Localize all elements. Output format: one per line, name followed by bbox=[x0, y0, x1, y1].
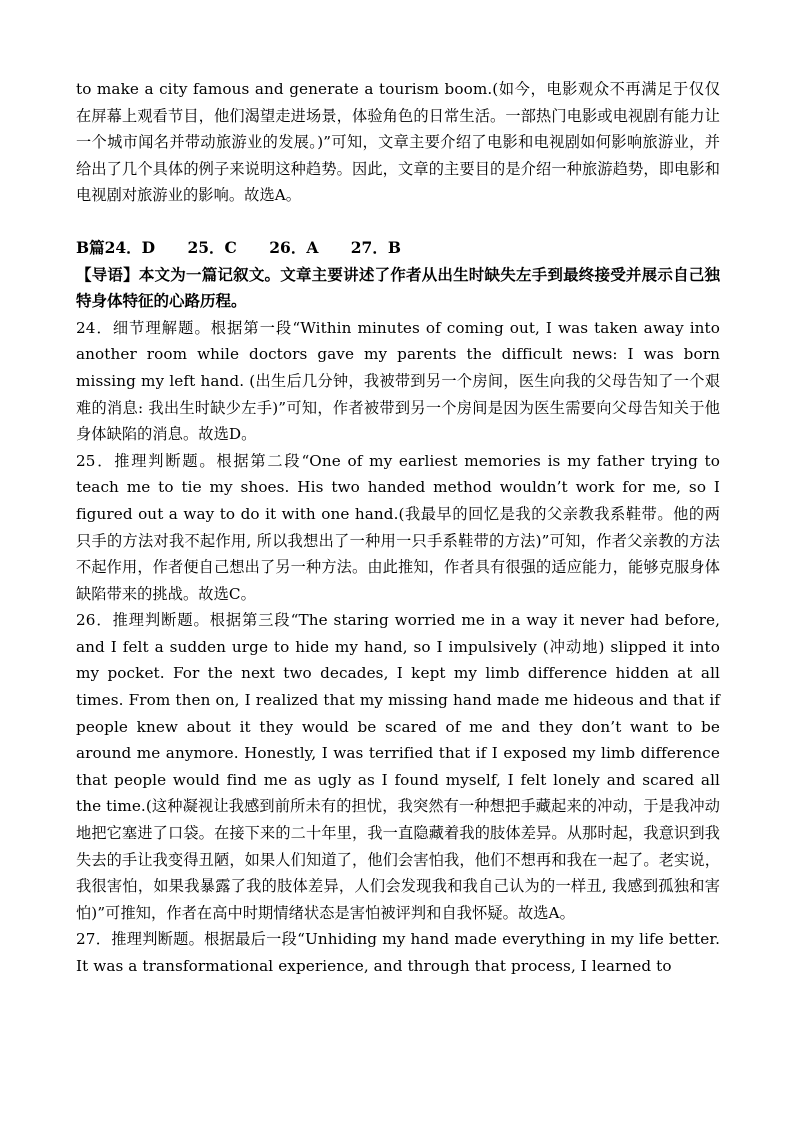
intro-paragraph: to make a city famous and generate a tourism boom.(如今，电影观众不再满足于仅仅在屏幕上观看节目，他们渴望走进场景，体验角色的日常生活。一部热门电影或电视剧有能力让一个城市闻名并带动旅游业的发展。)”可知，文章主要介绍了电影和电视剧如何影响旅游业，并给出了几个具体的例子来说明这种趋势。因此，文章的主要目的是介绍一种旅游趋势，即电影和电视剧对旅游业的影响。故选A。 bbox=[76, 80, 720, 205]
question-24-explanation: 24．细节理解题。根据第一段“Within minutes of coming out, I was taken away into another room while doctors gave my parents the difficult news: I was born missing my left hand. (出生后几分钟，我被带到另一个房间，医生向我的父母告知了一个艰难的消息: 我出生时缺少左手)”可知，作者被带到另一个房间是因为医生需要向父母告知关于他身体缺陷的消息。故选D。 bbox=[76, 318, 720, 444]
section-b-lead: 【导语】本文为一篇记叙文。文章主要讲述了作者从出生时缺失左手到最终接受并展示自己独特身体特征的心路历程。 bbox=[76, 264, 720, 311]
question-27-explanation: 27．推理判断题。根据最后一段“Unhiding my hand made everything in my life better. It was a transformational experience, and through that process, I learned to bbox=[76, 930, 720, 975]
section-b-answers: B篇24．D 25．C 26．A 27．B bbox=[76, 237, 401, 257]
section-spacer bbox=[76, 209, 720, 235]
document-page bbox=[76, 76, 720, 980]
question-26-explanation: 26．推理判断题。根据第三段“The staring worried me in a way it never had before, and I felt a sudden urge to hide my hand, so I impulsively (冲动地) slipped it into my pocket. For the next two decades, I kept my limb difference hidden at all times. From then on, I realized that my missing hand made me hideous and that if people knew about it they would be scared of me and they don’t want to be around me anymore. Honestly, I was terrified that if I exposed my limb difference that people would find me as ugly as I found myself, I felt lonely and scared all the time.(这种凝视让我感到前所未有的担忧，我突然有一种想把手藏起来的冲动，于是我冲动地把它塞进了口袋。在接下来的二十年里，我一直隐藏着我的肢体差异。从那时起，我意识到我失去的手让我变得丑陋，如果人们知道了，他们会害怕我，他们不想再和我在一起了。老实说，我很害怕，如果我暴露了我的肢体差异，人们会发现我和我自己认为的一样丑, 我感到孤独和害怕)”可推知，作者在高中时期情绪状态是害怕被评判和自我怀疑。故选A。 bbox=[76, 611, 720, 922]
question-25-explanation: 25．推理判断题。根据第二段“One of my earliest memories is my father trying to teach me to tie my shoes. His two handed method wouldn’t work for me, so I figured out a way to do it with one hand.(我最早的回忆是我的父亲教我系鞋带。他的两只手的方法对我不起作用, 所以我想出了一种用一只手系鞋带的方法)”可知，作者父亲教的方法不起作用，作者便自己想出了另一种方法。由此推知，作者具有很强的适应能力，能够克服身体缺陷带来的挑战。故选C。 bbox=[76, 451, 720, 603]
